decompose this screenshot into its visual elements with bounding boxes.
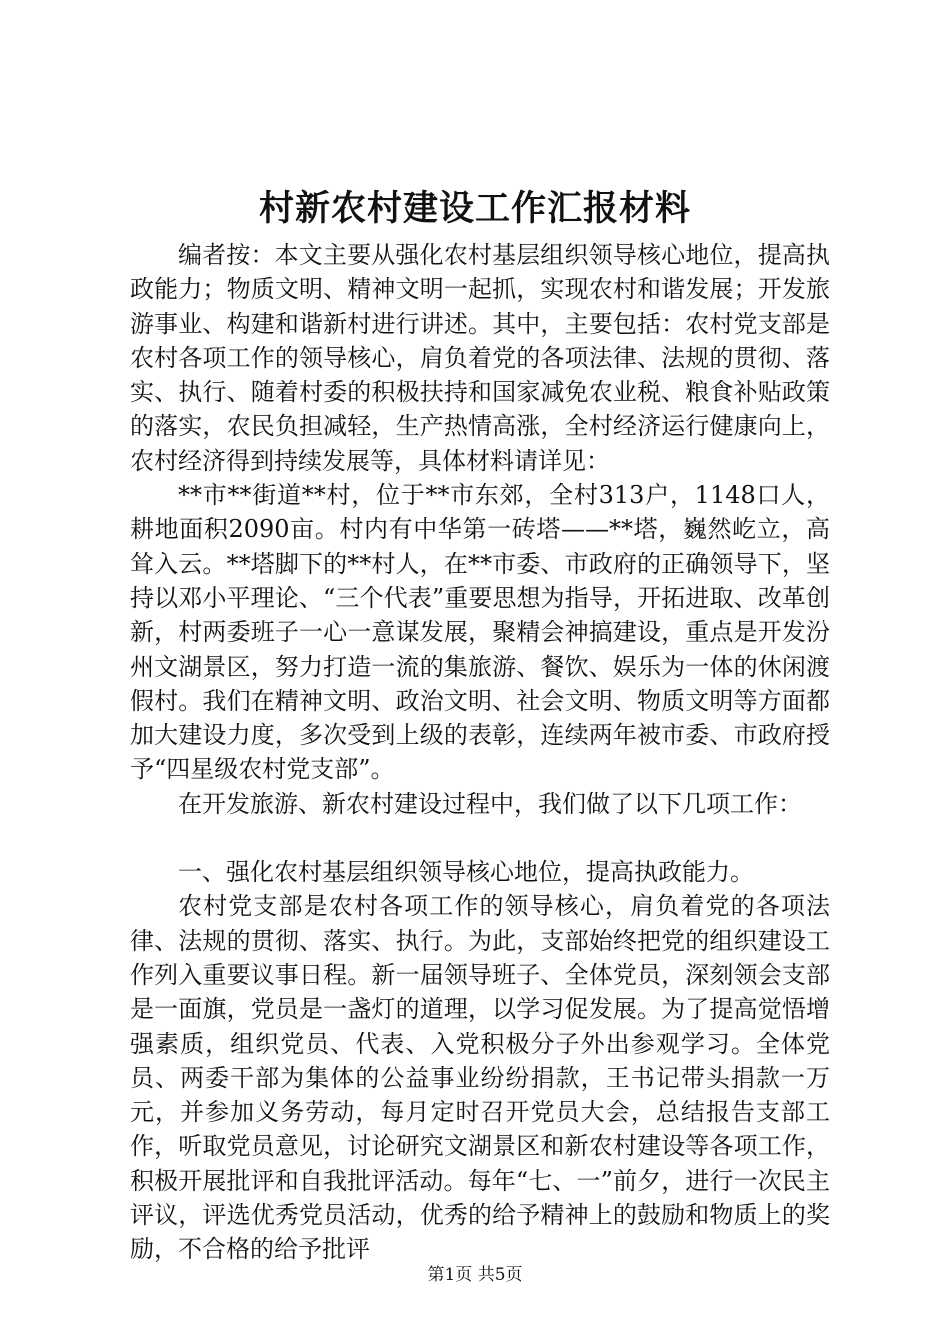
document-body (130, 238, 830, 1267)
editor-note-paragraph: 编者按：本文主要从强化农村基层组织领导核心地位，提高执政能力；物质文明、精神文明一起抓，实现农村和谐发展；开发旅游事业、构建和谐新村进行讲述。其中，主要包括：农村党支部是农村各项工作的领导核心，肩负着党的各项法律、法规的贯彻、落实、执行、随着村委的积极扶持和国家减免农业税、粮食补贴政策的落实，农民负担减轻，生产热情高涨，全村经济运行健康向上，农村经济得到持续发展等，具体材料请详见： (130, 241, 830, 475)
village-intro-paragraph: **市**街道**村，位于**市东郊，全村313户，1148口人，耕地面积2090亩。村内有中华第一砖塔——**塔，巍然屹立，高耸入云。**塔脚下的**村人，在**市委、市政府的正确领导下，坚持以邓小平理论、“三个代表”重要思想为指导，开拓进取、改革创新，村两委班子一心一意谋发展，聚精会神搞建设，重点是开发汾州文湖景区，努力打造一流的集旅游、餐饮、娱乐为一体的休闲渡假村。我们在精神文明、政治文明、社会文明、物质文明等方面都加大建设力度，多次受到上级的表彰，连续两年被市委、市政府授予“四星级农村党支部”。 (130, 481, 830, 784)
section-heading-1: 一、强化农村基层组织领导核心地位，提高执政能力。 (178, 858, 754, 887)
party-branch-paragraph: 农村党支部是农村各项工作的领导核心，肩负着党的各项法律、法规的贯彻、落实、执行。为此，支部始终把党的组织建设工作列入重要议事日程。新一届领导班子、全体党员，深刻领会支部是一面旗，党员是一盏灯的道理，以学习促发展。为了提高觉悟增强素质，组织党员、代表、入党积极分子外出参观学习。全体党员、两委干部为集体的公益事业纷纷捐款，王书记带头捐款一万元，并参加义务劳动，每月定时召开党员大会，总结报告支部工作，听取党员意见，讨论研究文湖景区和新农村建设等各项工作，积极开展批评和自我批评活动。每年“七、一”前夕，进行一次民主评议，评选优秀党员活动，优秀的给予精神上的鼓励和物质上的奖励，不合格的给予批评 (130, 892, 830, 1264)
work-summary-paragraph: 在开发旅游、新农村建设过程中，我们做了以下几项工作： (178, 789, 802, 818)
page-number-footer: 第1页 共5页 (427, 1265, 523, 1285)
document-title: 村新农村建设工作汇报材料 (258, 188, 691, 229)
